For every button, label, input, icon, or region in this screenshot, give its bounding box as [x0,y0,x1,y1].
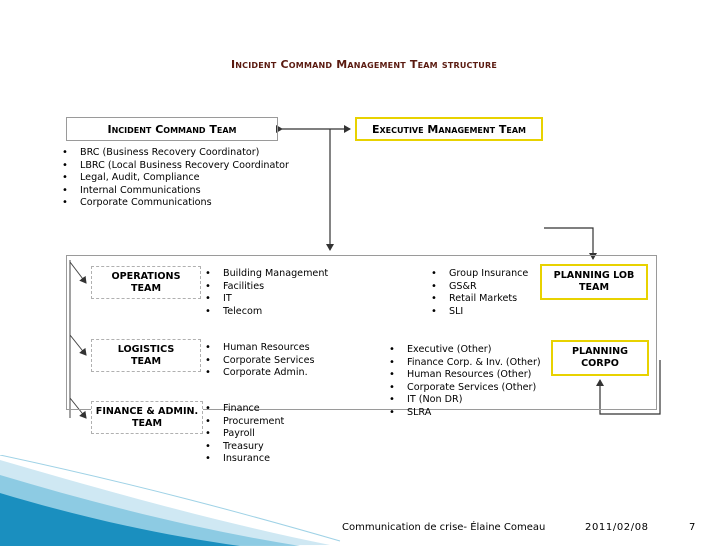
footer-date: 2011/02/08 [585,522,649,533]
planning-corpo-box [551,340,649,376]
list-item: • Internal Communications [60,185,289,198]
planning-lob-label-line2: TEAM [578,282,610,293]
list-item: • SLI [429,306,528,319]
list-item: • IT [203,293,328,306]
planning-lob-team-box [540,264,648,300]
logistics-team-items [203,342,314,380]
incident-command-team-box [66,117,278,141]
list-item: • Corporate Admin. [203,367,314,380]
list-item: • Finance Corp. & Inv. (Other) [387,357,541,370]
finance-team-label-line2: TEAM [131,417,163,429]
list-item: • Corporate Services (Other) [387,382,541,395]
list-item: • Human Resources [203,342,314,355]
finance-team-label-line1: FINANCE & ADMIN. [95,405,199,417]
list-item: • Retail Markets [429,293,528,306]
list-item: • Legal, Audit, Compliance [60,172,289,185]
list-item: • Corporate Communications [60,197,289,210]
list-item: • Executive (Other) [387,344,541,357]
planning-lob-items [429,268,528,318]
list-item: • Human Resources (Other) [387,369,541,382]
page-title: Incident Command Management Team structure [230,58,497,71]
list-item: • Building Management [203,268,328,281]
list-item: • Finance [203,403,284,416]
list-item: • BRC (Business Recovery Coordinator) [60,147,289,160]
planning-corpo-label-line2: CORPO [581,358,619,369]
list-item: • Treasury [203,441,284,454]
list-item: • Procurement [203,416,284,429]
operations-team-items [203,268,328,318]
operations-team-box [91,266,201,299]
list-item: • Group Insurance [429,268,528,281]
list-item: • Facilities [203,281,328,294]
incident-command-team-members [60,147,289,210]
finance-team-box [91,401,203,434]
list-item: • IT (Non DR) [387,394,541,407]
list-item: • Payroll [203,428,284,441]
operations-team-label-line1: OPERATIONS [111,270,181,282]
logistics-team-label-line2: TEAM [130,355,162,367]
planning-corpo-items [387,344,541,420]
executive-management-team-box [355,117,543,141]
list-item: • Corporate Services [203,355,314,368]
logistics-team-box [91,339,201,372]
incident-command-team-label: Incident Command Team [107,122,237,136]
list-item: • LBRC (Local Business Recovery Coordinator [60,160,289,173]
planning-corpo-label-line1: PLANNING [571,346,629,357]
operations-team-label-line2: TEAM [130,282,162,294]
page-number: 7 [689,522,696,533]
executive-management-team-label: Executive Management Team [371,122,527,136]
logistics-team-label-line1: LOGISTICS [117,343,175,355]
list-item: • GS&R [429,281,528,294]
footer-text: Communication de crise- Élaine Comeau [342,522,546,533]
list-item: • SLRA [387,407,541,420]
planning-lob-label-line1: PLANNING LOB [553,270,635,281]
list-item: • Telecom [203,306,328,319]
list-item: • Insurance [203,453,284,466]
